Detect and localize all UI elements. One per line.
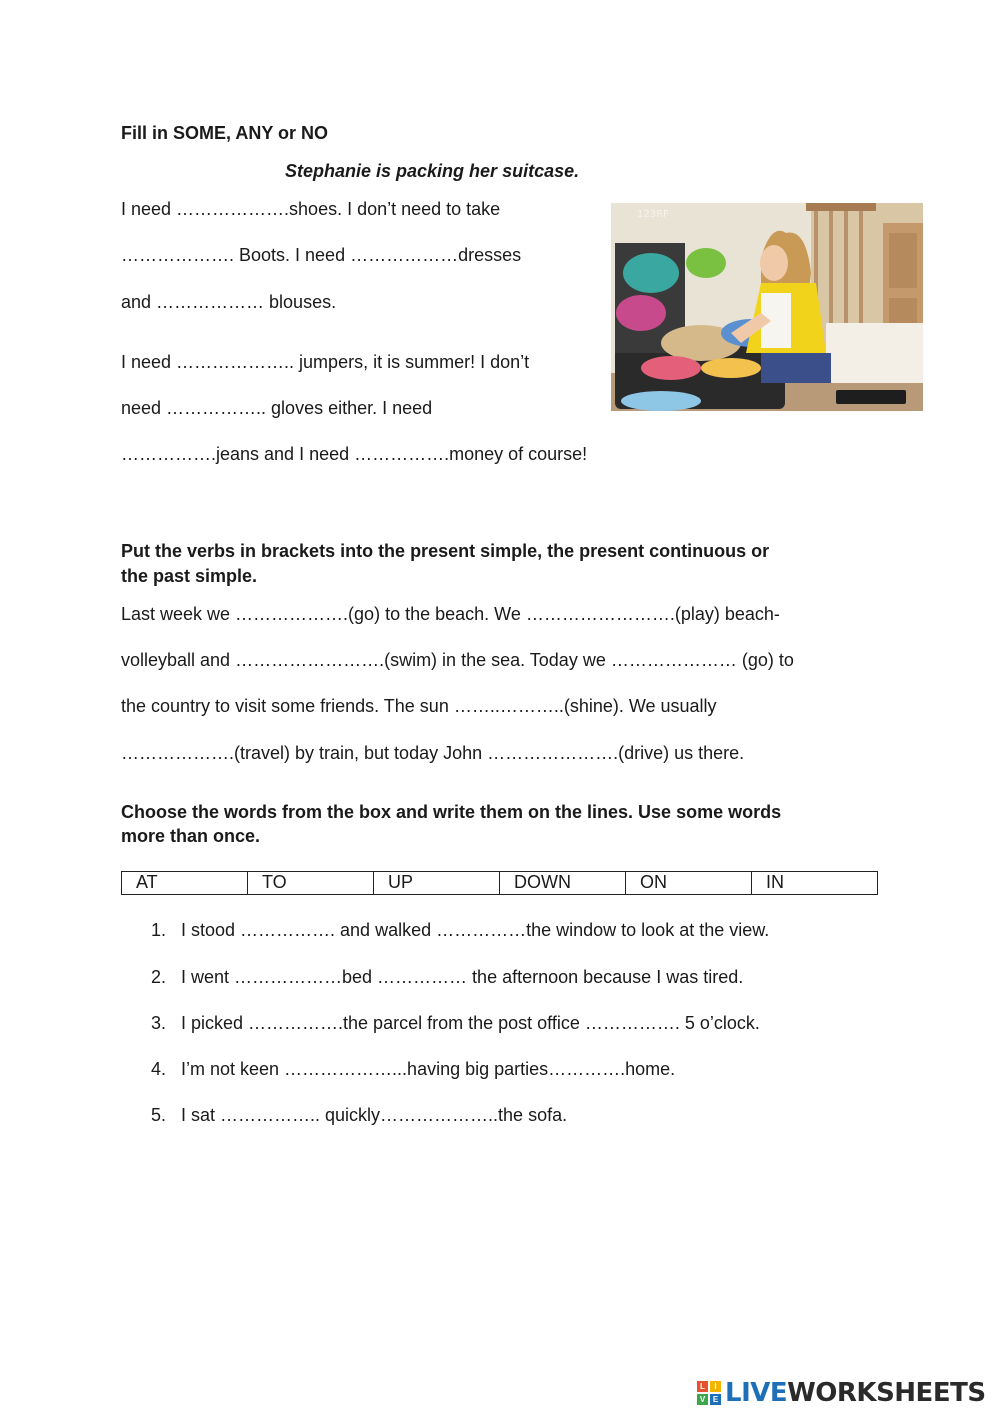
word-box-cell: ON [626,872,752,894]
item-number: 4. [151,1059,167,1079]
exercise-item: I stood ……………. and walked ……………the window to look at the view. [181,920,770,940]
section2-line: the country to visit some friends. The sun ……..………..(shine). We usually [121,696,717,716]
logo-square: V [697,1394,708,1405]
section1-heading: Fill in SOME, ANY or NO [121,123,329,143]
section1-line: …………….jeans and I need …………….money of course! [121,444,588,464]
section1-line: need …………….. gloves either. I need [121,398,433,418]
item-number: 1. [151,920,167,940]
logo-squares-icon [697,1381,721,1405]
section2-line: Last week we ……………….(go) to the beach. We …………………….(play) beach- [121,604,780,624]
svg-text:123RF: 123RF [637,209,669,220]
logo-square: I [710,1381,721,1392]
section3-heading-line1: Choose the words from the box and write them on the lines. Use some words [121,802,782,822]
liveworksheets-logo [697,1378,986,1408]
word-box-cell: IN [766,872,784,892]
word-box-cell: AT [122,872,248,894]
section2-heading-line1: Put the verbs in brackets into the present simple, the present continuous or [121,541,770,561]
logo-text-worksheets: WORKSHEETS [787,1378,986,1408]
logo-square: E [710,1394,721,1405]
section1-subtitle: Stephanie is packing her suitcase. [285,161,580,181]
section1-line: and ……………… blouses. [121,292,337,312]
exercise-item: I went ………………bed …………… the afternoon because I was tired. [181,967,744,987]
section2-line: ……………….(travel) by train, but today John ………………….(drive) us there. [121,743,745,763]
exercise-item: I picked …………….the parcel from the post office ……………. 5 o’clock. [181,1013,760,1033]
section2-line: volleyball and …………………….(swim) in the sea. Today we ………………… (go) to [121,650,794,670]
section1-line: I need ……………….shoes. I don’t need to take [121,199,501,219]
item-number: 2. [151,967,167,987]
logo-square: L [697,1381,708,1392]
word-box-cell: DOWN [500,872,626,894]
section1-line: I need ……………….. jumpers, it is summer! I don’t [121,352,530,372]
word-box-cell: TO [248,872,374,894]
logo-text-live: LIVE [725,1378,788,1408]
item-number: 3. [151,1013,167,1033]
exercise-item: I’m not keen ………………...having big parties………….home. [181,1059,676,1079]
word-box-cell: UP [374,872,500,894]
exercise-item: I sat …………….. quickly………………..the sofa. [181,1105,568,1125]
section1-line: ………………. Boots. I need ………………dresses [121,245,522,265]
logo-text [725,1378,986,1408]
girl-packing-suitcase-photo [611,203,923,411]
section3-heading-line2: more than once. [121,826,261,846]
item-number: 5. [151,1105,167,1125]
section2-heading-line2: the past simple. [121,566,258,586]
word-box [121,871,878,895]
